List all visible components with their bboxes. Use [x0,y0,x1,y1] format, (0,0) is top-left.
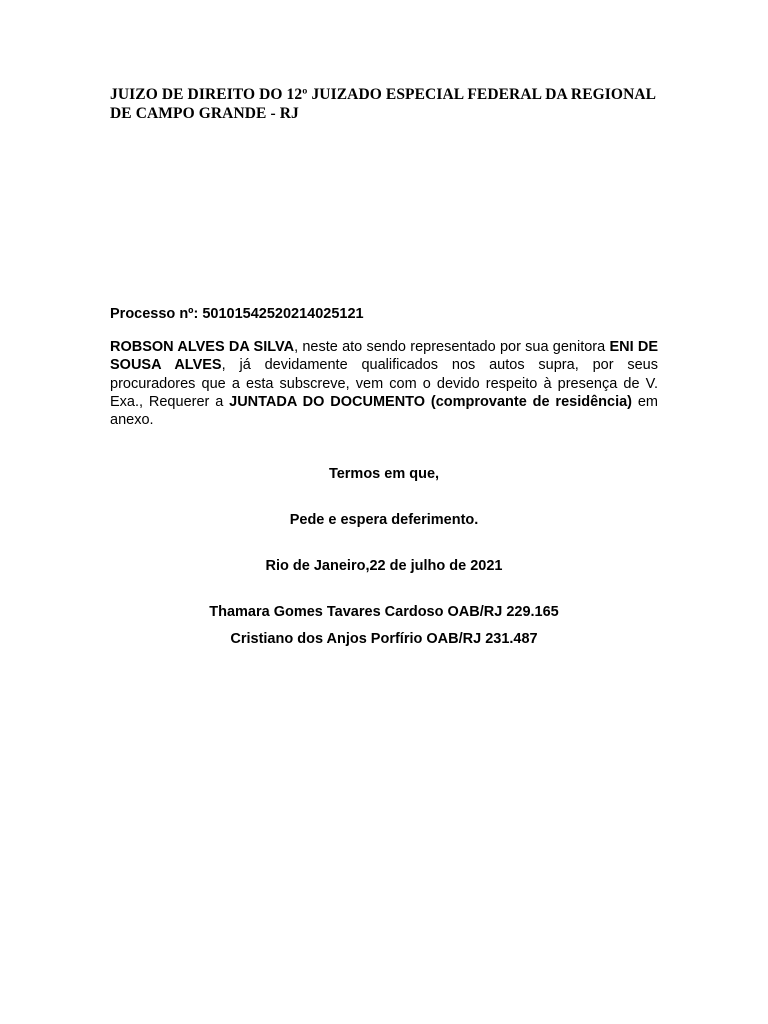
body-text-2: , já devidamente qualificados nos autos supra, por seus procuradores que a esta subscreve, vem com o devido respeito à presença de V. Exa., Requerer a [110,357,658,410]
signature-1: Thamara Gomes Tavares Cardoso OAB/RJ 229.165 [209,604,559,620]
closing-pede: Pede e espera deferimento. [289,512,479,528]
petition-body [110,338,658,429]
closing-termos: Termos em que, [328,466,440,482]
body-text-3: em anexo. [110,393,658,429]
signature-2: Cristiano dos Anjos Porfírio OAB/RJ 231.487 [230,631,538,647]
process-number: Processo nº: 50101542520214025121 [110,306,364,322]
court-header [110,85,670,123]
court-header-line-1: JUIZO DE DIREITO DO 12º JUIZADO ESPECIAL FEDERAL DA REGIONAL [110,86,657,103]
guardian-name: ENI DE SOUSA ALVES [110,339,659,374]
place-and-date: Rio de Janeiro,22 de julho de 2021 [265,558,503,574]
plaintiff-name: ROBSON ALVES DA SILVA [110,339,295,355]
body-text-1: , neste ato sendo representado por sua genitora [294,339,610,355]
request-text: JUNTADA DO DOCUMENTO (comprovante de residência) [229,393,632,410]
court-header-line-2: DE CAMPO GRANDE - RJ [110,105,299,122]
